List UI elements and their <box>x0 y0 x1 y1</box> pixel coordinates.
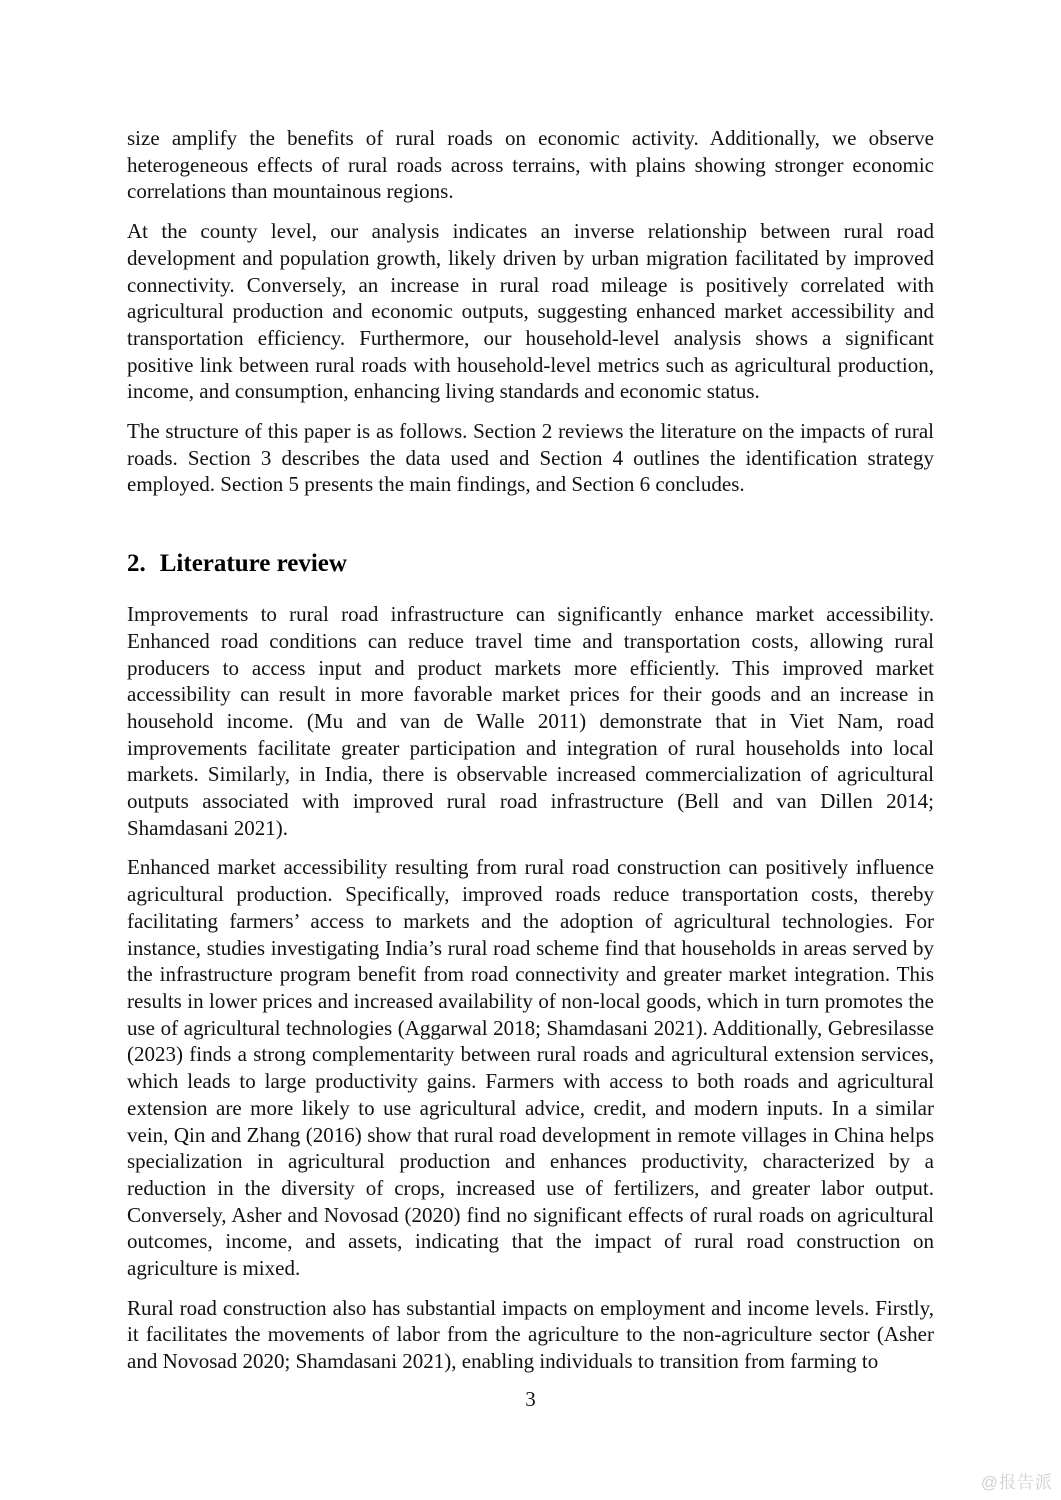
paragraph-size-amplify: size amplify the benefits of rural roads on economic activity. Additionally, we observe heterogeneous effects of rural roads across terrains, with plains showing stronger economic correlations than mountainous regions. <box>127 126 934 204</box>
page-number: 3 <box>525 1387 536 1411</box>
watermark: @报告派 <box>980 1473 1053 1492</box>
paragraph-agricultural-production: Enhanced market accessibility resulting from rural road construction can positively influence agricultural production. Specifically, improved roads reduce transportation costs, thereby facilitating farmers’ access to markets and the adoption of agricultural technologies. For instance, studies investigating India’s rural road scheme find that households in areas served by the infrastructure program benefit from road connectivity and greater market integration. This results in lower prices and increased availability of non-local goods, which in turn promotes the use of agricultural technologies (Aggarwal 2018; Shamdasani 2021). Additionally, Gebresilasse (2023) finds a strong complementarity between rural roads and agricultural extension services, which leads to large productivity gains. Farmers with access to both roads and agricultural extension are more likely to use agricultural advice, credit, and modern inputs. In a similar vein, Qin and Zhang (2016) show that rural road development in remote villages in China helps specialization in agricultural production and enhances productivity, characterized by a reduction in the diversity of crops, increased use of fertilizers, and greater labor output. Conversely, Asher and Novosad (2020) find no significant effects of rural roads on agricultural outcomes, income, and assets, indicating that the impact of rural road construction on agriculture is mixed. <box>127 855 934 1281</box>
text-column <box>127 125 934 1388</box>
paragraph-county-level-analysis: At the county level, our analysis indicates an inverse relationship between rural road development and population growth, likely driven by urban migration facilitated by improved connectivity. Conversely, an increase in rural road mileage is positively correlated with agricultural production and economic outputs, suggesting enhanced market accessibility and transportation efficiency. Furthermore, our household-level analysis shows a significant positive link between rural roads with household-level metrics such as agricultural production, income, and consumption, enhancing living standards and economic status. <box>127 219 934 404</box>
section-heading-literature-review <box>127 548 934 579</box>
paragraph-paper-structure: The structure of this paper is as follows. Section 2 reviews the literature on the impacts of rural roads. Section 3 describes the data used and Section 4 outlines the identification strategy employed. Section 5 presents the main findings, and Section 6 concludes. <box>127 419 934 497</box>
section-title: Literature review <box>159 550 347 578</box>
paragraph-employment-income: Rural road construction also has substantial impacts on employment and income levels. Firstly, it facilitates the movements of labor from the agriculture to the non-agriculture sector (Asher and Novosad 2020; Shamdasani 2021), enabling individuals to transition from farming to <box>127 1295 934 1374</box>
paragraph-improvements-market-accessibility: Improvements to rural road infrastructure can significantly enhance market accessibility. Enhanced road conditions can reduce travel time and transportation costs, allowing rural producers to access input and product markets more efficiently. This improved market accessibility can result in more favorable market prices for their goods and an increase in household income. (Mu and van de Walle 2011) demonstrate that in Viet Nam, road improvements facilitate greater participation and integration of rural households into local markets. Similarly, in India, there is observable increased commercialization of agricultural outputs associated with improved rural road infrastructure (Bell and van Dillen 2014; Shamdasani 2021). <box>127 602 934 840</box>
section-number: 2. <box>127 550 146 578</box>
